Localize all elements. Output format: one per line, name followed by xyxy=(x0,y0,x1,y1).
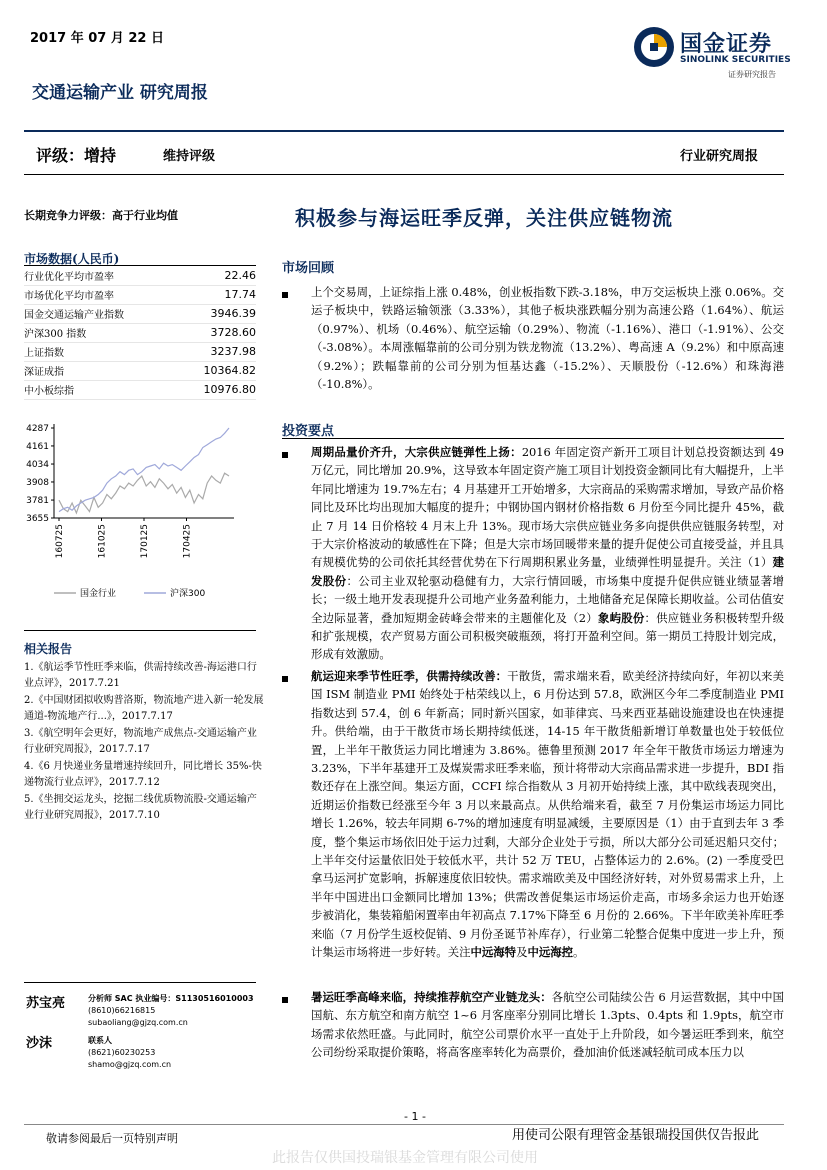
industry-title: 交通运输产业 研究周报 xyxy=(32,83,208,103)
chart-series-line-1 xyxy=(59,473,229,513)
highlight-1-text-b: ：公司主业双轮驱动稳健有力，大宗行情回暖，市场集中度提升促供应链业绩显著增长；一级土地开发表现提升公司地产业务盈利能力，土地储备充足保障长期收益。公司估值安全边际显著，叠加短期金砖峰会带来的主题催化及（2） xyxy=(311,573,784,625)
market-data-label: 市场优化平均市盈率 xyxy=(24,286,176,305)
related-report-item[interactable]: 2.《中国财团拟收购普洛斯，物流地产进入新一轮发展通道-物流地产行...》，2017.7.17 xyxy=(24,695,264,722)
highlight-2-text: 干散货，需求端来看，欧美经济持续向好，年初以来美国 ISM 制造业 PMI 始终处于枯荣线以上，6 月份达到 57.8，欧洲区今年二季度制造业 PMI 指数达到 57.4，创 6 年新高；同时新兴国家，如菲律宾、马来西亚基础设施建设也在快速提升。供给端，由于干散货市场长期持续低迷，14-15 年干散货船新增订单数量也处于较低位置，上半年干散货运力同比增速为 3.86%。德鲁里预测 2017 年全年干散货市场运力增速为 3.23%，下半年基建开工及煤炭需求旺季来临，预计将带动大宗商品需求进一步提升，BDI 指数还存在上涨空间。集运方面，CCFI 综合指数从 3 月初开始持续上涨，其中欧线表现突出，近期运价指数已经涨至今年 3 月以来最高点。从供给端来看，截至 7 月份集运市场运力同比增长 1.26%，较去年同期 6-7%的增加速度有明显减缓，主要原因是（1）由于直到去年 3 季度，整个集运市场依旧处于运力过剩，大部分企业处于亏损，所以大部分公司延迟船只交付；上半年交付运量依旧处于较低水平，共计 52 万 TEU，占整体运力的 2.6%。(2) 一季度受巴拿马运河扩宽影响，拆解速度依旧较快。需求端欧美及中国经济好转，对外贸易需求上升，上半年中国进出口金额同比增加 13%；供需改善促集运市场运价走高，市场多余运力也开始逐步被消化，集装箱船闲置率由年初高点 7.17%下降至 6 月份的 2.66%。下半年欧美补库旺季来临（7 月份学生返校促销、9 月份圣诞节补库存），行业第二轮整合促集中度进一步上升，预计集运市场将进一步好转。关注 xyxy=(311,669,784,960)
chart-legend-label: 沪深300 xyxy=(170,589,206,599)
bullet-3 xyxy=(282,997,288,1003)
chart-y-tick-label: 4287 xyxy=(26,424,49,434)
market-data-row xyxy=(24,381,256,400)
market-data-label: 深证成指 xyxy=(24,362,176,381)
highlight-shipping xyxy=(311,667,784,962)
contact-info xyxy=(88,1035,171,1071)
chart-x-tick-label: 161025 xyxy=(97,524,108,559)
market-data-label: 国金交通运输产业指数 xyxy=(24,305,176,324)
highlight-supply-chain xyxy=(311,443,784,664)
related-report-item[interactable]: 1.《航运季节性旺季来临，供需持续改善-海运港口行业点评》，2017.7.21 xyxy=(24,662,257,689)
analyst-phone: (8610)66216815 xyxy=(88,1006,156,1015)
market-data-value: 3946.39 xyxy=(176,305,256,324)
market-data-table xyxy=(24,267,256,400)
market-data-value: 10364.82 xyxy=(176,362,256,381)
analyst-contact xyxy=(88,993,254,1029)
market-data-label: 上证指数 xyxy=(24,343,176,362)
highlight-1-heading: 周期品量价齐升，大宗供应链弹性上扬： xyxy=(311,445,522,459)
logo-english: SINOLINK SECURITIES xyxy=(680,55,791,65)
related-reports-title: 相关报告 xyxy=(24,642,73,656)
header-divider xyxy=(24,130,784,132)
highlight-1-stock-2: 象屿股份 xyxy=(597,610,645,625)
logo-subtitle: 证券研究报告 xyxy=(728,70,776,79)
highlight-3-text: 各航空公司陆续公告 6 月运营数据，其中中国国航、东方航空和南方航空 1~6 月客座率分别同比增长 1.3pts、0.4pts 和 1.9pts，航空市场需求依然旺盛。与此同时，航空公司票价水平一直处于上升阶段，如今暑运旺季到来，航空公司纷纷采取提价策略，将高客座率转化为高票价，叠加油价低迷减轻航司成本压力以 xyxy=(311,990,784,1060)
highlight-2-end: 。 xyxy=(573,945,585,960)
highlight-1-stock-1: 建发股份 xyxy=(311,555,784,588)
highlight-2-stock-1: 中远海特 xyxy=(470,945,517,960)
market-data-row xyxy=(24,286,256,305)
highlight-1-text-c: ：供应链业务积极转型升级和扩张规模，农产贸易方面公司积极突破瓶颈，将打开盈利空间。第一期员工持股计划完成，形成有效激励。 xyxy=(311,610,784,662)
market-data-row xyxy=(24,362,256,381)
section-investment-highlights: 投资要点 xyxy=(282,424,335,439)
highlight-aviation xyxy=(311,988,784,1062)
bullet-1 xyxy=(282,452,288,458)
analyst-divider xyxy=(24,982,256,983)
market-data-row xyxy=(24,267,256,286)
market-review-paragraph: 上个交易周，上证综指上涨 0.48%，创业板指数下跌-3.18%，申万交运板块上涨 0.06%。交运子板块中，铁路运输领涨（3.33%），其他子板块涨跌幅分别为高速公路（1.64%）、航运（0.97%）、机场（0.46%）、航空运输（0.29%）、物流（-1.16%）、港口（-1.91%）、公交（-3.08%）。本周涨幅靠前的公司分别为铁龙物流（13.2%）、粤高速 A（9.2%）和中原高速（9.2%）；跌幅靠前的公司分别为恒基达鑫（-15.2%）、天顺股份（-12.6%）和珠海港（-10.8%）。 xyxy=(311,285,784,392)
maintain-rating: 维持评级 xyxy=(163,149,216,164)
report-type: 行业研究周报 xyxy=(680,149,759,164)
market-data-value: 3237.98 xyxy=(176,343,256,362)
rating-label: 评级：增持 xyxy=(36,146,117,165)
market-data-title: 市场数据(人民币) xyxy=(24,252,120,266)
bullet-2 xyxy=(282,676,288,682)
related-report-item[interactable]: 5.《坐拥交运龙头，挖掘二线优质物流股-交通运输产业行业研究周报》，2017.7.10 xyxy=(24,794,257,821)
logo-name: 国金证券 xyxy=(680,32,773,57)
chart-x-tick-label: 160725 xyxy=(55,524,65,559)
section-market-review: 市场回顾 xyxy=(282,261,335,276)
rating-divider xyxy=(24,174,784,175)
highlight-2-stock-2: 中远海控 xyxy=(527,945,574,960)
chart-x-tick-label: 170425 xyxy=(182,524,193,559)
market-data-value: 17.74 xyxy=(176,286,256,305)
bullet-review xyxy=(282,292,288,298)
analyst-sac-id: 分析师 SAC 执业编号：S1130516010003 xyxy=(88,994,254,1003)
related-report-item[interactable]: 4.《6 月快递业务量增速持续回升，同比增长 35%-快递物流行业点评》，2017.7.12 xyxy=(24,761,262,788)
highlight-3-heading: 暑运旺季高峰来临，持续推荐航空产业链龙头： xyxy=(311,990,552,1004)
market-data-label: 行业优化平均市盈率 xyxy=(24,267,176,286)
market-data-value: 3728.60 xyxy=(176,324,256,343)
contact-phone: (8621)60230253 xyxy=(88,1048,156,1057)
section-divider xyxy=(282,438,784,439)
contact-role: 联系人 xyxy=(88,1036,112,1045)
chart-y-tick-label: 4161 xyxy=(26,441,49,452)
market-data-value: 10976.80 xyxy=(176,381,256,400)
report-date: 2017 年 07 月 22 日 xyxy=(30,31,164,46)
market-data-row xyxy=(24,324,256,343)
contact-name: 沙沫 xyxy=(26,1036,53,1051)
usage-note: 用使司公限有理管金基银瑞投国供仅告报此 xyxy=(512,1128,760,1143)
market-data-label: 沪深300 指数 xyxy=(24,324,176,343)
watermark: 此报告仅供国投瑞银基金管理有限公司使用 xyxy=(272,1150,538,1166)
analyst-name: 苏宝亮 xyxy=(26,996,66,1011)
chart-y-tick-label: 3655 xyxy=(26,514,49,524)
market-data-label: 中小板综指 xyxy=(24,381,176,400)
sinolink-logo-icon xyxy=(632,25,676,69)
chart-y-tick-label: 3908 xyxy=(26,477,49,488)
long-term-rating: 长期竞争力评级：高于行业均值 xyxy=(24,209,178,222)
index-line-chart xyxy=(24,410,260,610)
disclaimer-note: 敬请参阅最后一页特别声明 xyxy=(46,1132,178,1145)
market-data-value: 22.46 xyxy=(176,267,256,286)
related-divider xyxy=(24,630,256,631)
contact-email[interactable]: shamo@gjzq.com.cn xyxy=(88,1060,172,1069)
chart-y-tick-label: 3781 xyxy=(26,496,49,507)
highlight-2-and: 及 xyxy=(516,945,528,960)
chart-legend-label: 国金行业 xyxy=(80,589,117,599)
market-data-row xyxy=(24,343,256,362)
chart-y-tick-label: 4034 xyxy=(26,460,49,471)
analyst-email[interactable]: subaoliang@gjzq.com.cn xyxy=(88,1018,188,1027)
chart-x-tick-label: 170125 xyxy=(140,524,150,559)
related-report-item[interactable]: 3.《航空明年会更好，物流地产成焦点-交通运输产业行业研究周报》，2017.7.17 xyxy=(24,728,257,755)
page-number: - 1 - xyxy=(404,1110,426,1123)
market-data-divider xyxy=(24,265,256,266)
report-title: 积极参与海运旺季反弹，关注供应链物流 xyxy=(295,206,673,230)
highlight-2-heading: 航运迎来季节性旺季，供需持续改善： xyxy=(311,669,508,683)
related-reports-list xyxy=(24,660,264,825)
market-data-row xyxy=(24,305,256,324)
highlight-1-text-a: 2016 年固定资产新开工项目计划总投资额达到 49 万亿元，同比增加 20.9%，这导致本年固定资产施工项目计划投资金额同比有大幅提升，上半年同比增速为 19.7%左右；4 月基建开工开始增多，大宗商品的采购需求增加，导致产品价格同比及环比均出现加大幅度的提升；中钢协国内钢材价格指数 6 月份至今同比提升 45%，截止 7 月 14 日价格较 4 月末上升 13%。现市场大宗供应链业务多向提供供应链服务转型，对于大宗价格波动的敏感性在下降；但是大宗市场回暖带来量的提升促使公司直接受益，并且具有规模优势的公司依托其经营优势在下行周期积累业务量，业绩弹性明显提升。关注（1） xyxy=(311,445,784,570)
chart-series-line-2 xyxy=(59,428,229,512)
